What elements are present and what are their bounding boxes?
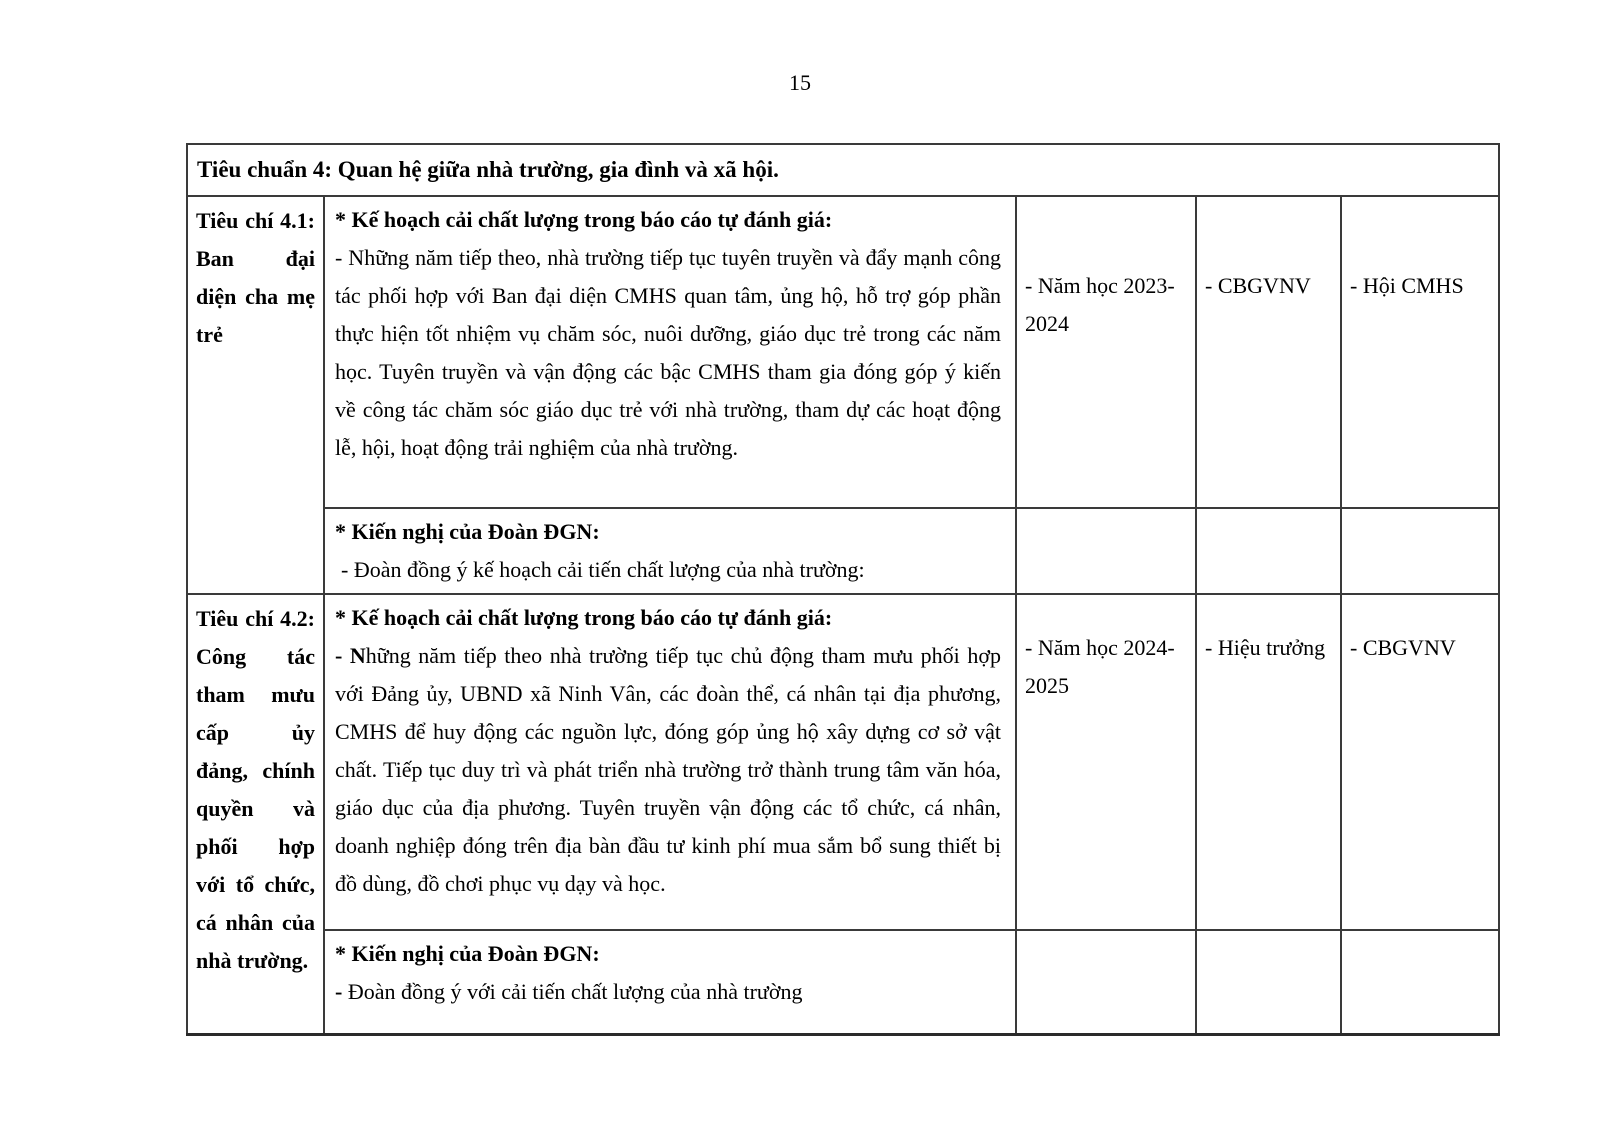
- page-number: 15: [789, 70, 811, 95]
- criterion-id-line: trẻ: [196, 322, 223, 347]
- criterion-id-line: nhà trường.: [196, 948, 309, 973]
- criterion-id-line: Tiêu chí 4.2:: [196, 606, 315, 631]
- plan-body-text: - Những năm tiếp theo, nhà trường tiếp tục tuyên truyền và đẩy mạnh công tác phối hợp với Ban đại diện CMHS quan tâm, ủng hộ, hỗ trợ góp phần thực hiện tốt nhiệm vụ chăm sóc, nuôi dưỡng, giáo dục trẻ trong các năm học. Tuyên truyền và vận động các bậc CMHS tham gia đóng góp ý kiến về công tác chăm sóc giáo dục trẻ với nhà trường, tham dự các hoạt động lễ, hội, hoạt động trải nghiệm của nhà trường.: [335, 245, 1001, 460]
- executor-text: - Hiệu trưởng: [1205, 635, 1326, 660]
- recommendation-heading: * Kiến nghị của Đoàn ĐGN:: [335, 941, 600, 966]
- criterion-4-1-executor-cell: [1196, 196, 1341, 508]
- table-title: Tiêu chuẩn 4: Quan hệ giữa nhà trường, gia đình và xã hội.: [187, 144, 1499, 196]
- plan-heading: * Kế hoạch cải chất lượng trong báo cáo tự đánh giá:: [335, 605, 833, 630]
- criterion-id-line: Tiêu chí 4.1:: [196, 208, 315, 233]
- table-header-row: [187, 144, 1499, 196]
- criterion-4-1-timeline-cell: [1016, 196, 1196, 508]
- criterion-4-2-plan-row: [187, 594, 1499, 930]
- criterion-4-1-recommendation-cell: [324, 508, 1016, 594]
- criterion-4-2-id-cell: [187, 594, 324, 1034]
- empty-cell: [1341, 508, 1499, 594]
- executor-text: - CBGVNV: [1205, 273, 1311, 298]
- criterion-4-1-plan-cell: [324, 196, 1016, 508]
- criterion-id-line: phối hợp: [196, 834, 315, 859]
- empty-cell: [1341, 930, 1499, 1034]
- criterion-id-line: đảng, chính: [196, 758, 315, 783]
- recommendation-body: [335, 551, 1001, 589]
- coordinator-text: - CBGVNV: [1350, 635, 1456, 660]
- empty-cell: [1016, 508, 1196, 594]
- empty-cell: [1016, 930, 1196, 1034]
- criterion-4-2-plan-cell: [324, 594, 1016, 930]
- recommendation-body: [335, 973, 1001, 1011]
- plan-body-bold-prefix: - N: [335, 643, 366, 668]
- criterion-4-2-coordinator-cell: [1341, 594, 1499, 930]
- plan-body: [335, 239, 1001, 467]
- recommendation-bold-prefix: -: [335, 979, 343, 1004]
- criterion-id-line: cấp ủy: [196, 720, 315, 745]
- plan-body-text: hững năm tiếp theo nhà trường tiếp tục chủ động tham mưu phối hợp với Đảng ủy, UBND xã Ninh Vân, các đoàn thể, cá nhân tại địa phương, CMHS để huy động các nguồn lực, đóng góp ủng hộ xây dựng cơ sở vật chất. Tiếp tục duy trì và phát triển nhà trường trở thành trung tâm văn hóa, giáo dục của địa phương. Tuyên truyền vận động các tổ chức, cá nhân, doanh nghiệp đóng trên địa bàn đầu tư kinh phí mua sắm bổ sung thiết bị đồ dùng, đồ chơi phục vụ dạy và học.: [335, 643, 1001, 896]
- recommendation-text: - Đoàn đồng ý kế hoạch cải tiến chất lượng của nhà trường:: [341, 557, 865, 582]
- coordinator-text: - Hội CMHS: [1350, 273, 1464, 298]
- criterion-id-line: Công tác: [196, 644, 315, 669]
- criterion-4-2-executor-cell: [1196, 594, 1341, 930]
- criterion-4-1-id-cell: [187, 196, 324, 594]
- criterion-id-line: Ban đại: [196, 246, 315, 271]
- criterion-4-1-coordinator-cell: [1341, 196, 1499, 508]
- plan-body: [335, 637, 1001, 903]
- recommendation-text: Đoàn đồng ý với cải tiến chất lượng của nhà trường: [342, 979, 803, 1004]
- criterion-4-1-recommendation-row: [187, 508, 1499, 594]
- criterion-4-2-recommendation-row: [187, 930, 1499, 1034]
- plan-heading: * Kế hoạch cải chất lượng trong báo cáo tự đánh giá:: [335, 207, 833, 232]
- document-table: [186, 143, 1500, 1036]
- empty-cell: [1196, 930, 1341, 1034]
- criterion-id-line: tham mưu: [196, 682, 315, 707]
- criterion-id-line: diện cha mẹ: [196, 284, 315, 309]
- timeline-text: - Năm học 2024-2025: [1025, 635, 1175, 698]
- criterion-4-1-plan-row: [187, 196, 1499, 508]
- empty-cell: [1196, 508, 1341, 594]
- criterion-4-2-timeline-cell: [1016, 594, 1196, 930]
- criterion-id-line: quyền và: [196, 796, 315, 821]
- criterion-id-line: cá nhân của: [196, 910, 315, 935]
- criterion-4-2-recommendation-cell: [324, 930, 1016, 1034]
- criterion-id-line: với tổ chức,: [196, 872, 315, 897]
- recommendation-heading: * Kiến nghị của Đoàn ĐGN:: [335, 519, 600, 544]
- timeline-text: - Năm học 2023-2024: [1025, 273, 1175, 336]
